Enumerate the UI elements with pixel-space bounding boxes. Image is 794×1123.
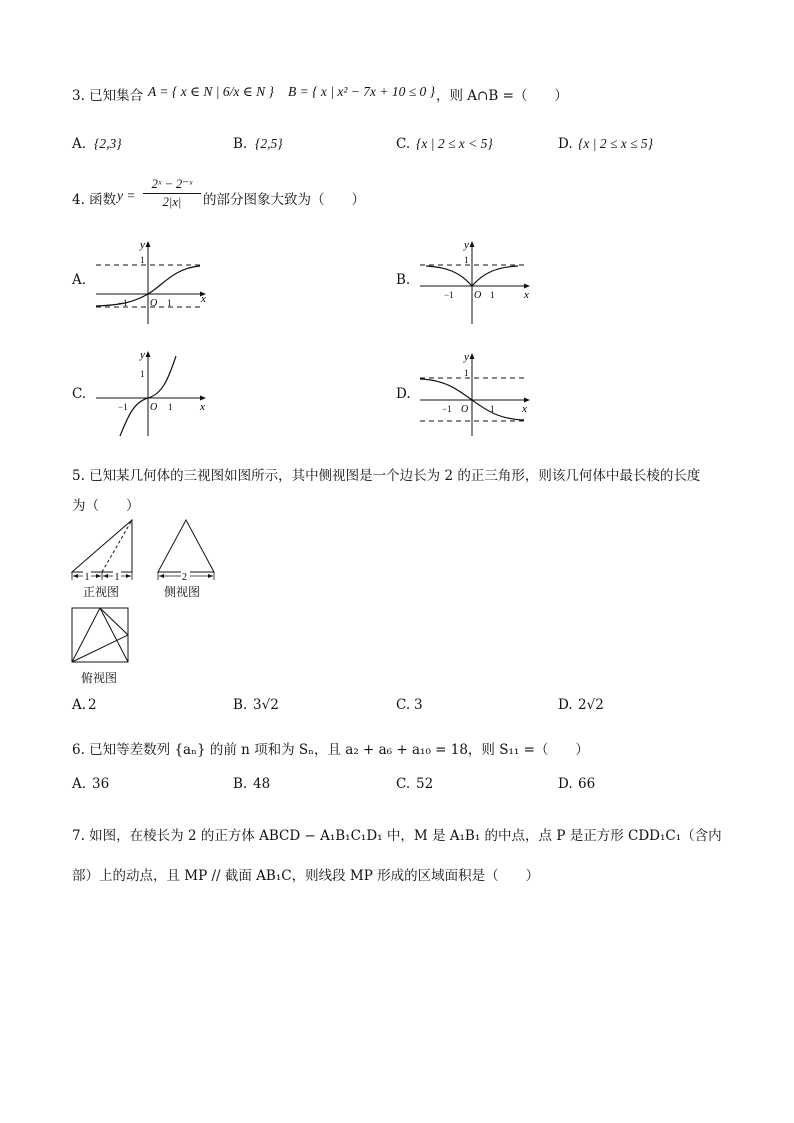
dim-label-two: 2 xyxy=(182,572,187,582)
y-label: y xyxy=(464,351,469,363)
q5-option-c-label: C. xyxy=(396,697,411,713)
q5-option-d-label: D. xyxy=(558,697,573,713)
q6-option-a-text: 36 xyxy=(92,776,110,792)
q5-line1: 5. 已知某几何体的三视图如图所示，其中侧视图是一个边长为 2 的正三角形，则该几何体中最长棱的长度 xyxy=(72,468,701,484)
q6-option-c-text: 52 xyxy=(416,776,434,792)
origin-label: O xyxy=(150,402,158,413)
x-axis-arrow-icon xyxy=(524,398,530,403)
q6-option-d-label: D. xyxy=(558,776,573,792)
tick-label-one-y: 1 xyxy=(464,255,469,265)
q6-option-d-text: 66 xyxy=(578,776,596,792)
q3-prefix: 3. 已知集合 xyxy=(72,88,144,104)
q5-option-b-label: B. xyxy=(233,697,248,713)
y-axis-arrow-icon xyxy=(146,241,151,247)
origin-label: O xyxy=(150,298,158,309)
y-axis-arrow-icon xyxy=(470,241,475,247)
top-view-figure xyxy=(70,606,132,666)
q5-option-c-text: 3 xyxy=(414,697,423,713)
q3-option-b-label: B. xyxy=(233,136,248,152)
q4-ask: 的部分图象大致为（ ） xyxy=(203,192,365,208)
y-axis-arrow-icon xyxy=(470,353,475,359)
graph-c xyxy=(92,346,210,438)
q3-option-b-text: {2,5} xyxy=(255,136,283,151)
graph-c-label: C. xyxy=(72,386,87,402)
top-view-label: 俯视图 xyxy=(81,671,118,685)
y-label: y xyxy=(140,349,145,361)
q4-denominator: 2|x| xyxy=(162,195,182,209)
tick-label-minus-one: −1 xyxy=(118,402,128,412)
front-view-figure xyxy=(70,516,134,582)
side-view-figure xyxy=(156,516,218,582)
tick-label-one-y: 1 xyxy=(464,368,469,378)
y-label: y xyxy=(464,239,469,251)
q5-option-a-label: A. xyxy=(72,697,87,713)
origin-label: O xyxy=(474,290,482,301)
dim-arrow-icon xyxy=(159,574,164,578)
top-view-inner-edges xyxy=(72,608,128,662)
y-label: y xyxy=(140,239,145,251)
q3-option-c-text: {x | 2 ≤ x < 5} xyxy=(416,136,493,151)
dim-arrow-icon xyxy=(208,574,213,578)
dim-arrow-icon xyxy=(126,574,131,578)
q4-func-y: y = xyxy=(117,188,136,203)
q7-line1: 7. 如图，在棱长为 2 的正方体 ABCD − A₁B₁C₁D₁ 中，M 是 A₁B₁ 的中点，点 P 是正方形 CDD₁C₁（含内 xyxy=(72,828,722,844)
q3-option-d-label: D. xyxy=(558,136,573,152)
front-view-triangle xyxy=(72,520,132,572)
tick-label-one-y: 1 xyxy=(140,255,145,265)
side-view-label: 侧视图 xyxy=(164,585,201,599)
tick-label-one-y: 1 xyxy=(140,369,145,379)
q4-fraction-bar xyxy=(143,193,201,194)
q5-option-b-text: 3√2 xyxy=(253,697,279,713)
side-view-triangle xyxy=(158,520,214,572)
q6-option-b-text: 48 xyxy=(253,776,271,792)
q4-prefix: 4. 函数 xyxy=(72,192,117,208)
tick-label-minus-one: −1 xyxy=(118,298,128,308)
tick-label-one: 1 xyxy=(490,290,495,300)
x-label: x xyxy=(524,289,529,301)
x-label: x xyxy=(522,403,527,415)
dim-label-one-left: 1 xyxy=(84,572,90,582)
top-view-diagonal xyxy=(100,608,128,662)
graph-d-label: D. xyxy=(396,386,411,402)
graph-a xyxy=(92,236,210,326)
tick-label-minus-one: −1 xyxy=(444,290,454,300)
graph-b xyxy=(416,236,534,326)
graph-a-label: A. xyxy=(72,272,87,288)
q7-line2: 部）上的动点，且 MP // 截面 AB₁C，则线段 MP 形成的区域面积是（ ） xyxy=(72,868,540,884)
top-view-square xyxy=(72,608,128,662)
q3-option-a-label: A. xyxy=(72,136,87,152)
q3-option-a-text: {2,3} xyxy=(94,136,122,151)
front-view-label: 正视图 xyxy=(83,585,120,599)
x-axis-arrow-icon xyxy=(200,396,206,401)
q5-option-a-text: 2 xyxy=(88,697,97,713)
tick-label-one: 1 xyxy=(168,402,173,412)
dim-label-one-right: 1 xyxy=(114,572,120,582)
q4-fraction xyxy=(143,176,201,210)
q3-ask: ，则 A∩B =（ ） xyxy=(436,88,568,104)
tick-label-one: 1 xyxy=(490,404,495,414)
dim-arrow-icon xyxy=(96,574,101,578)
q6-option-a-label: A. xyxy=(72,776,87,792)
x-label: x xyxy=(200,401,205,413)
dim-arrow-icon xyxy=(73,574,78,578)
q5-line2: 为（ ） xyxy=(72,498,140,514)
tick-label-minus-one: −1 xyxy=(442,404,452,414)
q6-text: 6. 已知等差数列 {aₙ} 的前 n 项和为 Sₙ，且 a₂ + a₆ + a₁₀ = 18，则 S₁₁ =（ ） xyxy=(72,742,589,758)
q6-option-b-label: B. xyxy=(233,776,248,792)
graph-d xyxy=(416,348,534,438)
q6-option-c-label: C. xyxy=(396,776,411,792)
dim-arrow-icon xyxy=(103,574,108,578)
x-label: x xyxy=(201,293,206,305)
q4-numerator: 2ˣ − 2⁻ˣ xyxy=(151,177,193,191)
tick-label-one: 1 xyxy=(167,298,172,308)
q3-set-b: B = { x | x² − 7x + 10 ≤ 0 } xyxy=(288,84,436,99)
origin-label: O xyxy=(461,404,469,415)
graph-b-label: B. xyxy=(396,272,411,288)
q3-option-d-text: {x | 2 ≤ x ≤ 5} xyxy=(578,136,654,151)
q3-set-a: A = { x ∈ N | 6/x ∈ N } xyxy=(148,84,274,99)
q3-option-c-label: C. xyxy=(396,136,411,152)
q5-option-d-text: 2√2 xyxy=(578,697,604,713)
front-view-hidden-edge xyxy=(102,520,132,572)
y-axis-arrow-icon xyxy=(146,351,151,357)
x-axis-arrow-icon xyxy=(524,284,530,289)
